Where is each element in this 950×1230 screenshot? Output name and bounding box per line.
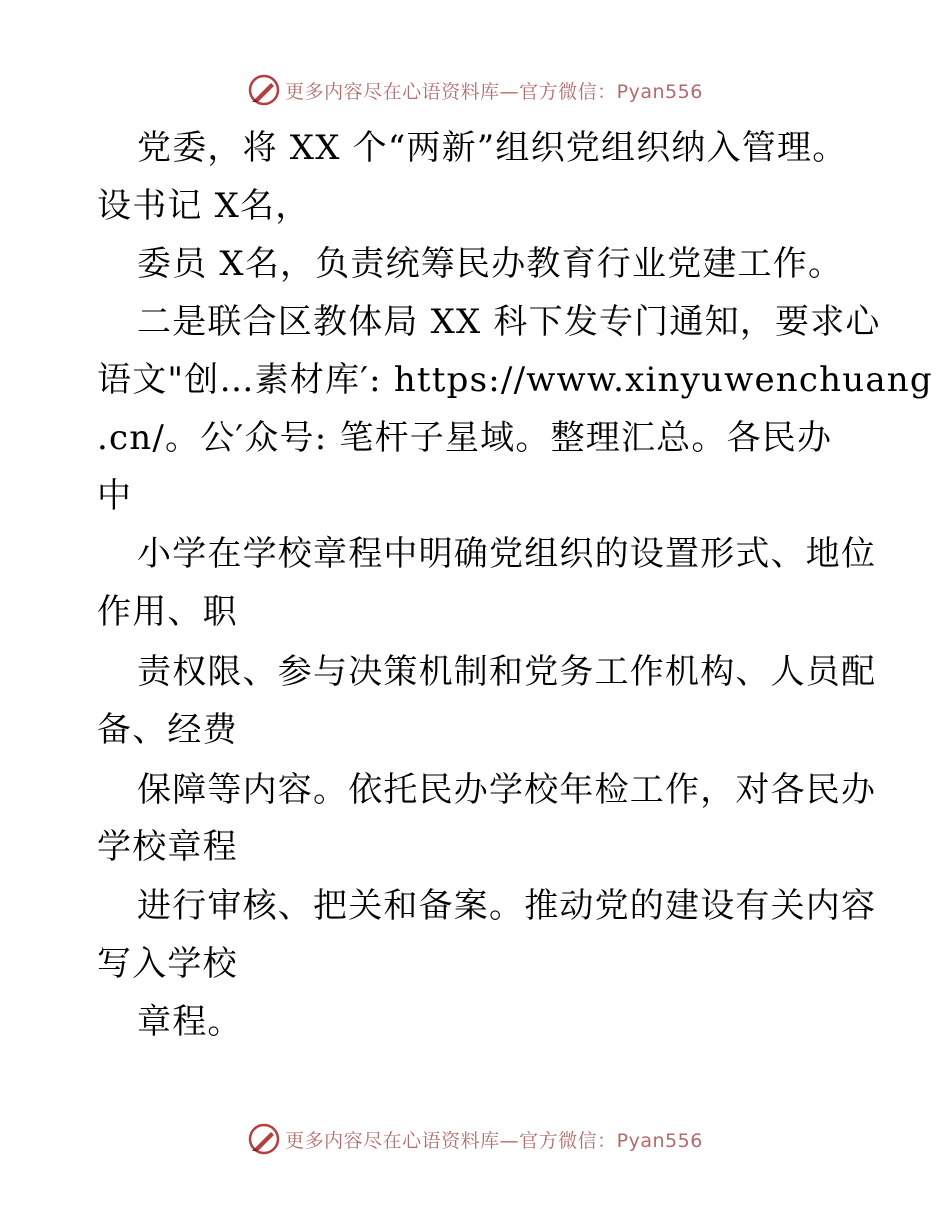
banner-text: 更多内容尽在心语资料库—官方微信：Pyan556 [285,1129,703,1152]
text-line: 作用、职 [97,592,238,632]
text-line: 写入学校 [97,944,238,984]
text-line: 保障等内容。依托民办学校年检工作，对各民办 [137,770,877,810]
text-line: 备、经费 [97,710,238,750]
text-line: .cn/。公′众号: 笔杆子星域。整理汇总。各民办 [97,418,833,458]
text-line: 章程。 [137,1002,243,1042]
text-line: 小学在学校章程中明确党组织的设置形式、地位 [137,534,877,574]
text-line: 二是联合区教体局 XX 科下发专门通知，要求心 [137,302,881,342]
text-line: 语文"创…素材库′: https://www.xinyuwenchuang [97,360,933,400]
text-line: 委员 X名，负责统筹民办教育行业党建工作。 [137,244,844,284]
pen-logo-icon [247,1122,281,1156]
banner-text: 更多内容尽在心语资料库—官方微信：Pyan556 [285,80,703,103]
text-line: 学校章程 [97,827,238,867]
text-line: 设书记 X名， [97,186,311,226]
text-line: 责权限、参与决策机制和党务工作机构、人员配 [137,652,877,692]
text-line: 进行审核、把关和备案。推动党的建设有关内容 [137,886,877,926]
footer-banner [0,1119,950,1159]
text-line: 中 [97,476,133,516]
text-line: 党委，将 XX 个“两新”组织党组织纳入管理。 [137,128,848,168]
